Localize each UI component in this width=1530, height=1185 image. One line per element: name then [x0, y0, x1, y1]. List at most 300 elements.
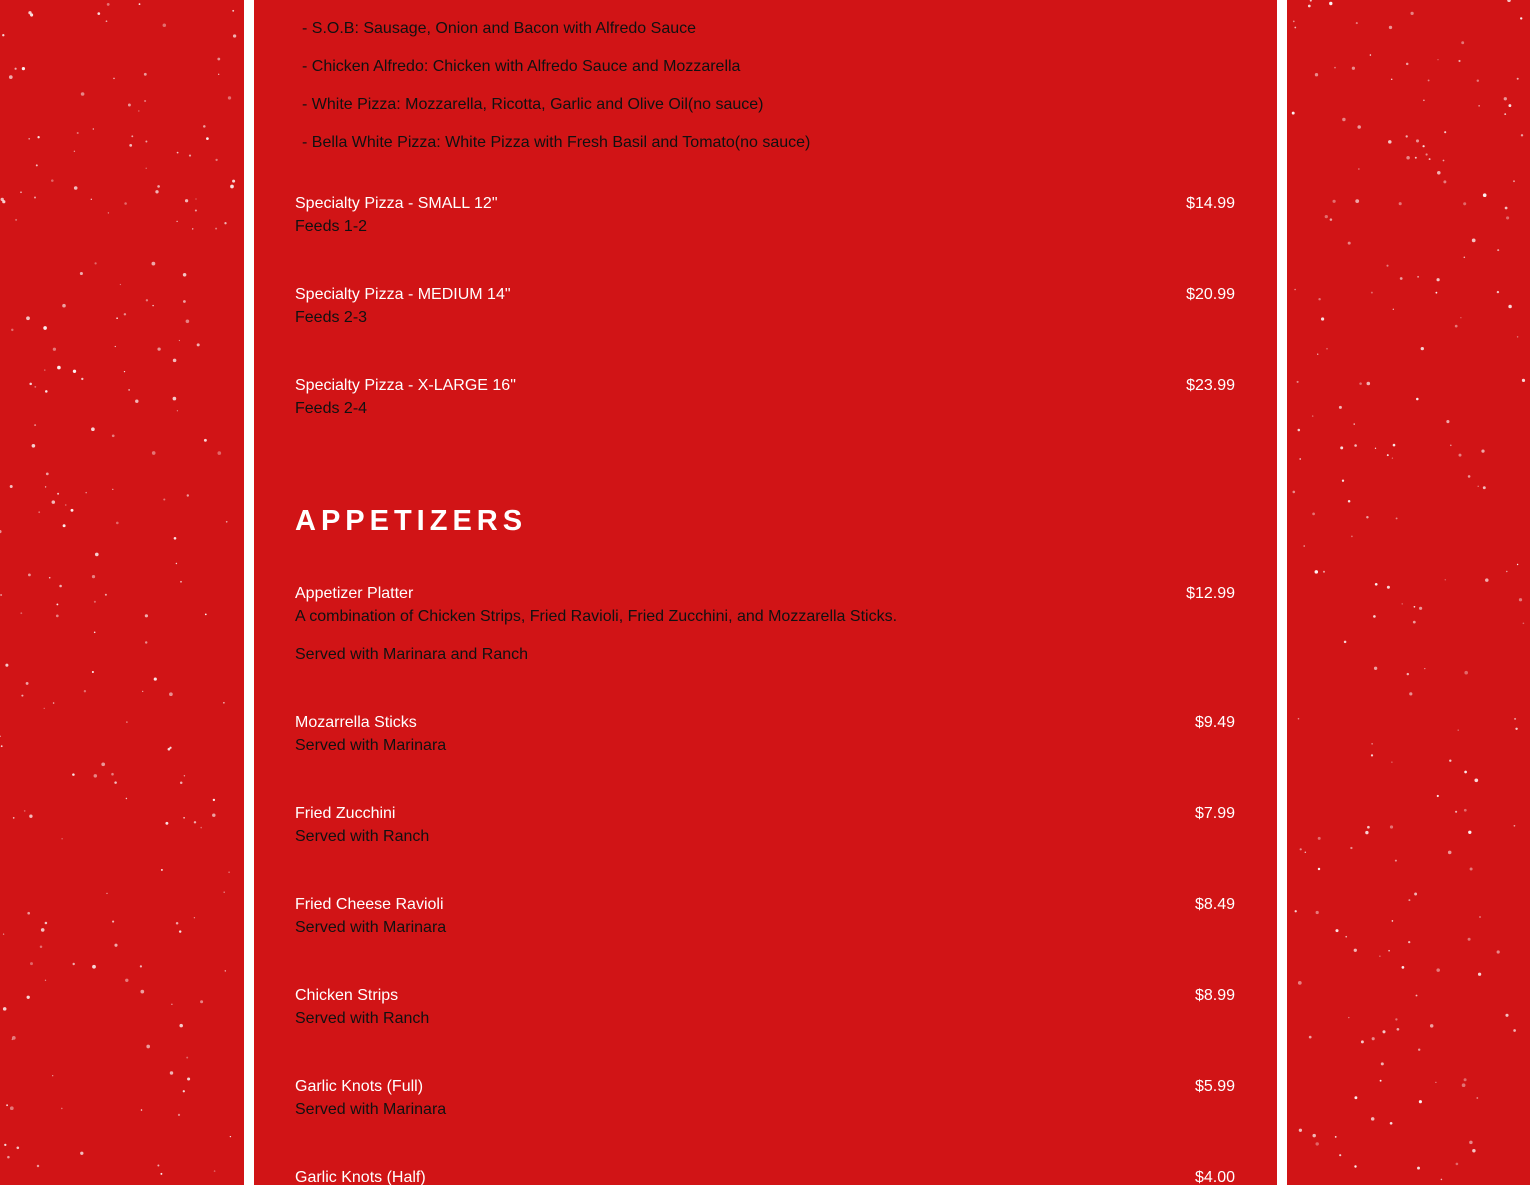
speckle [1315, 570, 1319, 574]
speckle [1468, 938, 1471, 941]
speckle [1391, 761, 1392, 762]
menu-item-specialty-xlarge [295, 374, 1235, 420]
speckle [1419, 1100, 1422, 1103]
speckle [1514, 825, 1516, 827]
speckle [1506, 216, 1509, 219]
speckle [1350, 847, 1352, 849]
speckle [1446, 420, 1449, 423]
speckle [1375, 448, 1376, 449]
speckle [161, 869, 163, 871]
speckle [10, 485, 13, 488]
speckle [92, 575, 95, 578]
speckle [1514, 718, 1516, 720]
speckle [179, 340, 180, 341]
speckle [179, 930, 181, 932]
speckle [45, 486, 46, 487]
speckle [1410, 12, 1413, 15]
speckle [140, 990, 144, 994]
speckle [168, 748, 171, 751]
speckle [80, 1152, 83, 1155]
speckle [140, 965, 142, 967]
item-description-secondary: Served with Marinara and Ranch [295, 646, 529, 663]
speckle [1393, 309, 1394, 310]
item-name: Specialty Pizza - SMALL 12" [295, 195, 498, 212]
speckle [41, 928, 45, 932]
speckle [214, 1170, 216, 1172]
menu-item-specialty-small [295, 192, 1235, 238]
speckle [44, 369, 45, 370]
speckle [1479, 916, 1481, 918]
speckle [173, 359, 177, 363]
speckle [116, 317, 118, 319]
speckle [24, 810, 26, 812]
speckle [10, 1106, 14, 1110]
speckle [1406, 156, 1410, 160]
speckle [95, 553, 99, 557]
speckle [36, 164, 38, 166]
speckle [45, 390, 48, 393]
speckle [1294, 289, 1296, 291]
speckle [1504, 113, 1506, 115]
speckle [1458, 729, 1459, 730]
speckle [34, 197, 36, 199]
speckle [187, 494, 189, 496]
speckle [1437, 59, 1438, 60]
speckle [131, 135, 133, 137]
speckle [1299, 458, 1301, 460]
speckle [1308, 5, 1311, 8]
speckle [28, 574, 31, 577]
speckle [1421, 347, 1424, 350]
speckle [1406, 63, 1409, 66]
speckle [112, 489, 113, 490]
specialty-note: - S.O.B: Sausage, Onion and Bacon with Alfredo Sauce [302, 20, 697, 37]
speckle [77, 132, 79, 134]
speckle [1325, 215, 1328, 218]
speckle [135, 399, 138, 402]
speckle [145, 141, 147, 143]
speckle [1455, 325, 1458, 328]
item-name: Appetizer Platter [295, 585, 414, 602]
speckle [1437, 171, 1441, 175]
speckle [1437, 795, 1439, 797]
speckle [1443, 160, 1445, 162]
speckle [126, 798, 127, 799]
speckle [1445, 579, 1446, 580]
speckle [1310, 0, 1312, 2]
speckle [232, 180, 235, 183]
speckle [1497, 249, 1499, 251]
menu-item-appetizer-platter [295, 582, 1235, 666]
speckle [183, 817, 185, 819]
speckle [1497, 291, 1499, 293]
speckle [1321, 317, 1324, 320]
speckle [56, 603, 58, 605]
speckle [1354, 1165, 1356, 1167]
speckle [1441, 1179, 1443, 1181]
speckle [1469, 1141, 1473, 1145]
speckle [40, 945, 43, 948]
speckle [157, 185, 160, 188]
speckle [1390, 1122, 1393, 1125]
speckle [1312, 513, 1315, 516]
speckle [1388, 950, 1390, 952]
speckle [142, 691, 143, 692]
speckle [111, 773, 114, 776]
speckle [176, 922, 179, 925]
item-description: Feeds 1-2 [295, 218, 368, 235]
speckle [1358, 168, 1359, 169]
speckle [1416, 398, 1419, 401]
speckle [1470, 868, 1473, 871]
item-description: Served with Ranch [295, 828, 430, 845]
speckle [1354, 444, 1357, 447]
speckle [93, 128, 94, 129]
speckle [1392, 457, 1393, 458]
speckle [1387, 586, 1390, 589]
speckle [145, 641, 147, 643]
speckle [186, 1057, 188, 1059]
speckle [1504, 97, 1507, 100]
speckle [61, 838, 62, 839]
speckle [1505, 207, 1508, 210]
speckle [145, 614, 148, 617]
speckle [1392, 920, 1394, 922]
speckle [1485, 578, 1489, 582]
speckle [1416, 995, 1418, 997]
speckle [1428, 79, 1430, 81]
speckle [177, 410, 178, 411]
appetizers-heading: APPETIZERS [295, 505, 528, 537]
speckle [194, 917, 195, 918]
speckle [5, 664, 8, 667]
speckle [1354, 949, 1357, 952]
speckle [1430, 1024, 1433, 1027]
speckle [1481, 449, 1484, 452]
speckle [81, 92, 85, 96]
speckle [1293, 21, 1295, 23]
speckle [152, 451, 156, 455]
speckle [1402, 603, 1403, 604]
speckle [169, 692, 173, 696]
speckle [34, 386, 36, 388]
menu-item-mozzarella-sticks [295, 711, 1235, 757]
speckle [1408, 899, 1410, 901]
speckle [85, 492, 87, 494]
item-description: Served with Ranch [295, 1010, 430, 1027]
speckle [1464, 809, 1467, 812]
speckle [1472, 239, 1476, 243]
speckle [1292, 112, 1295, 115]
speckle [176, 221, 177, 222]
speckle [1459, 454, 1462, 457]
item-description: Feeds 2-3 [295, 309, 368, 326]
speckle [1517, 78, 1519, 80]
speckle [91, 427, 95, 431]
speckle [16, 1146, 19, 1149]
speckle [15, 219, 17, 221]
speckle [1370, 54, 1372, 56]
speckle [1395, 860, 1397, 862]
speckle [1400, 277, 1403, 280]
speckle [1417, 276, 1419, 278]
speckle [1505, 1014, 1508, 1017]
speckle [38, 511, 40, 513]
item-name: Mozarrella Sticks [295, 714, 417, 731]
speckle [92, 965, 96, 969]
speckle [1339, 406, 1342, 409]
speckle [1317, 354, 1318, 355]
speckle [4, 1144, 6, 1146]
speckle [1380, 1080, 1382, 1082]
speckle [183, 273, 187, 277]
speckle [1316, 911, 1319, 914]
item-price: $8.49 [1194, 896, 1235, 913]
specialty-note: - Bella White Pizza: White Pizza with Fresh Basil and Tomato(no sauce) [302, 134, 811, 151]
speckle [228, 96, 231, 99]
speckle [26, 682, 29, 685]
speckle [1397, 1028, 1400, 1031]
speckle [1464, 771, 1467, 774]
speckle [57, 493, 59, 495]
speckle [1455, 811, 1457, 813]
speckle [1478, 105, 1479, 106]
speckle [1513, 180, 1515, 182]
speckle [1373, 615, 1376, 618]
speckle [1348, 242, 1351, 245]
speckle [144, 100, 146, 102]
speckle [183, 300, 186, 303]
speckle [1426, 153, 1428, 155]
speckle [152, 305, 153, 306]
item-name: Garlic Knots (Half) [295, 1169, 426, 1185]
speckle [112, 921, 114, 923]
speckle [187, 1077, 190, 1080]
speckle [13, 817, 15, 819]
speckle [1348, 1017, 1349, 1018]
speckle [1462, 1083, 1466, 1087]
speckle [1371, 1117, 1375, 1121]
speckle [74, 151, 75, 152]
speckle [185, 199, 188, 202]
item-description: Served with Marinara [295, 1101, 447, 1118]
speckle [1521, 134, 1523, 136]
speckle [1407, 673, 1409, 675]
speckle [1309, 1036, 1312, 1039]
speckle [125, 979, 128, 982]
speckle [217, 58, 220, 61]
speckle [173, 397, 177, 401]
speckle [157, 347, 160, 350]
speckle [34, 424, 36, 426]
speckle [80, 272, 83, 275]
speckle [53, 702, 55, 704]
speckle [62, 304, 66, 308]
speckle [1444, 131, 1446, 133]
speckle [1356, 22, 1358, 24]
speckle [1408, 941, 1410, 943]
speckle [1418, 1049, 1420, 1051]
speckle [1386, 265, 1388, 267]
menu-panel [254, 0, 1277, 1185]
speckle [1339, 1154, 1341, 1156]
speckle [1298, 429, 1301, 432]
speckle [1329, 2, 1332, 5]
speckle [1468, 831, 1471, 834]
speckle [94, 632, 96, 634]
speckle [105, 594, 107, 596]
speckle [1477, 79, 1479, 81]
speckle [1371, 743, 1372, 744]
speckle [1361, 1040, 1364, 1043]
speckle [174, 537, 177, 540]
item-price: $5.99 [1194, 1078, 1235, 1095]
speckle [1436, 968, 1440, 972]
speckle [226, 521, 228, 523]
speckle [171, 1004, 172, 1005]
speckle [21, 695, 23, 697]
speckle [1340, 446, 1343, 449]
specialty-note: - White Pizza: Mozzarella, Ricotta, Garlic and Olive Oil(no sauce) [302, 96, 764, 113]
item-price: $8.99 [1194, 987, 1235, 1004]
speckle [224, 222, 226, 224]
speckle [1409, 692, 1412, 695]
right-border-stripe [1277, 0, 1287, 1185]
speckle [141, 1109, 143, 1111]
item-name: Specialty Pizza - MEDIUM 14" [295, 286, 511, 303]
item-description: Served with Marinara [295, 919, 447, 936]
menu-item-specialty-medium [295, 283, 1235, 329]
speckle [3, 1007, 7, 1011]
speckle [6, 1104, 8, 1106]
item-price: $12.99 [1186, 585, 1235, 602]
speckle [200, 1000, 203, 1003]
speckle [1367, 826, 1370, 829]
speckle [1312, 415, 1313, 416]
speckle [1351, 536, 1353, 538]
menu-item-fried-zucchini [295, 802, 1235, 848]
speckle [154, 678, 157, 681]
speckle [124, 202, 127, 205]
speckle [1483, 193, 1487, 197]
speckle [1520, 17, 1522, 19]
speckle [37, 1165, 39, 1167]
speckle [1443, 180, 1446, 183]
speckle [1424, 668, 1425, 669]
speckle [74, 186, 78, 190]
speckle [71, 509, 74, 512]
item-price: $7.99 [1194, 805, 1235, 822]
speckle [228, 871, 230, 873]
speckle [146, 1045, 150, 1049]
speckle [152, 262, 156, 266]
speckle [1297, 381, 1299, 383]
item-price: $20.99 [1186, 286, 1235, 303]
speckle [106, 893, 107, 894]
speckle [114, 781, 117, 784]
speckle [57, 366, 61, 370]
speckle [27, 996, 30, 999]
speckle [84, 690, 86, 692]
speckle [7, 1156, 10, 1159]
item-description: A combination of Chicken Strips, Fried Ravioli, Fried Zucchini, and Mozzarella Sticks. [295, 608, 898, 625]
speckle [1326, 348, 1328, 350]
speckle [53, 348, 56, 351]
speckle [1332, 200, 1335, 203]
speckle [1345, 936, 1347, 938]
speckle [1456, 1163, 1459, 1166]
speckle [1464, 257, 1466, 259]
speckle [1335, 929, 1338, 932]
speckle [217, 451, 221, 455]
speckle [205, 614, 207, 616]
speckle [195, 198, 196, 199]
speckle [1423, 99, 1425, 101]
speckle [1413, 621, 1416, 624]
speckle [146, 168, 147, 169]
speckle [200, 827, 202, 829]
speckle [225, 970, 226, 971]
speckle [0, 530, 2, 533]
speckle [20, 612, 22, 614]
speckle [1507, 0, 1511, 2]
speckle [128, 389, 130, 391]
speckle [126, 721, 127, 722]
speckle [1315, 1142, 1318, 1145]
item-description: Served with Marinara [295, 737, 447, 754]
speckle [1474, 778, 1478, 782]
speckle [59, 585, 62, 588]
speckle [1330, 218, 1333, 221]
speckle [186, 320, 190, 324]
speckle [29, 815, 32, 818]
speckle [61, 1108, 63, 1110]
speckle [51, 179, 54, 182]
specialty-note: - Chicken Alfredo: Chicken with Alfredo Sauce and Mozzarella [302, 58, 741, 75]
menu-item-fried-cheese-ravioli [295, 893, 1235, 939]
speckle [1391, 79, 1392, 80]
speckle [1522, 379, 1525, 382]
speckle [1375, 583, 1378, 586]
speckle [189, 155, 191, 157]
speckle [43, 326, 47, 330]
speckle [94, 774, 97, 777]
menu-item-chicken-strips [295, 984, 1235, 1030]
speckle [12, 1036, 16, 1040]
speckle [1415, 157, 1417, 159]
item-price: $9.49 [1194, 714, 1235, 731]
speckle [213, 799, 215, 801]
speckle [192, 228, 193, 229]
speckle [1399, 202, 1402, 205]
speckle [45, 922, 48, 925]
speckle [203, 125, 206, 128]
speckle [1393, 444, 1396, 447]
speckle [1450, 445, 1452, 447]
speckle [1449, 760, 1451, 762]
left-border-stripe [244, 0, 254, 1185]
speckle [128, 104, 131, 107]
speckle [215, 228, 217, 230]
speckle [52, 500, 56, 504]
item-name: Fried Zucchini [295, 805, 396, 822]
speckle [1508, 104, 1511, 107]
speckle [1315, 73, 1318, 76]
speckle [15, 68, 17, 70]
speckle [1299, 1129, 1302, 1132]
speckle [1448, 851, 1452, 855]
speckle [1367, 382, 1371, 386]
